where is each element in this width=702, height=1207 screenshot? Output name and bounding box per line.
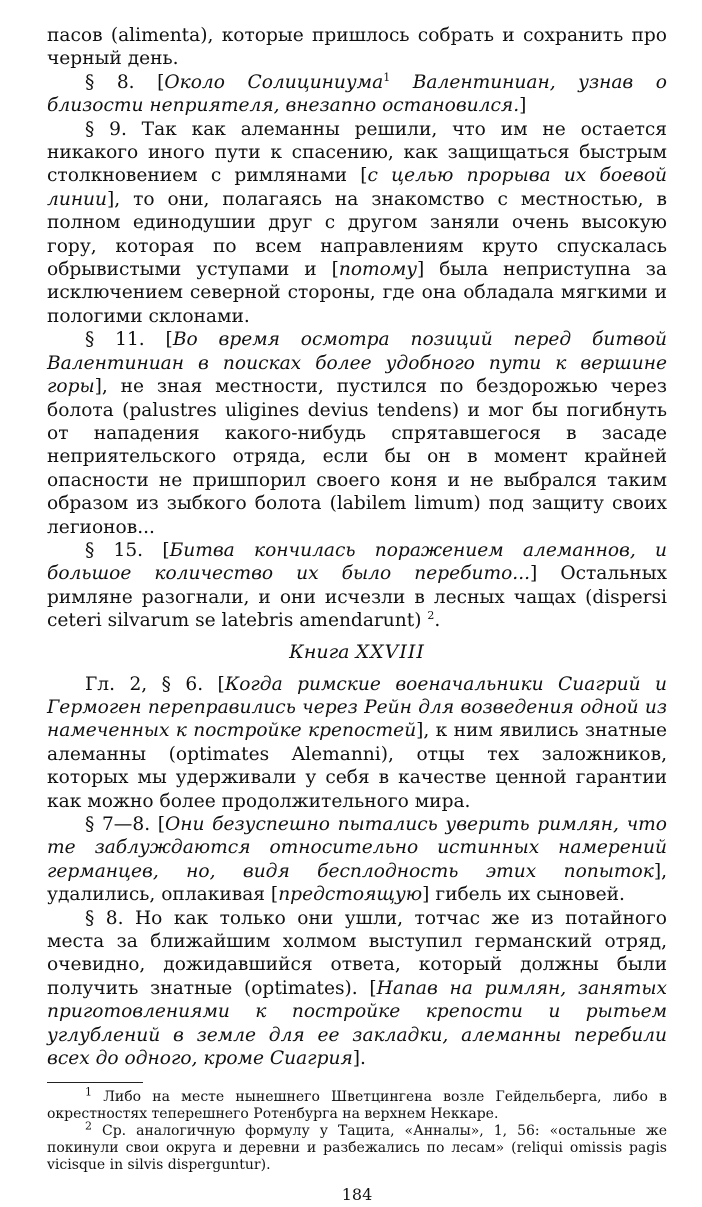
paragraph-3-b: ], то они, полагаясь на знакомство с местностью, в полном единодушии друг с другом заняли очень высокую гору, которая по всем направлениям круто спускалась обрывистыми уступами и [ (47, 188, 667, 281)
paragraph-5-italic: Битва кончилась поражением алеманнов, и большое количество их было перебито... (47, 539, 667, 585)
paragraph-6 (47, 673, 667, 813)
book-title (47, 640, 667, 664)
footnote-2 (47, 1119, 667, 1174)
paragraph-2-italic-b: Валентиниан, узнав о близости неприятеля, внезапно остановился. (47, 71, 667, 117)
paragraph-3-italic-1: с целью прорыва их боевой линии (47, 165, 668, 210)
page-body (47, 24, 667, 1207)
paragraph-3-italic-2: потому (338, 259, 418, 281)
paragraph-2-num: § 8. [ (85, 71, 165, 93)
paragraph-7 (47, 813, 667, 907)
paragraph-8-end: ]. (352, 1048, 366, 1070)
paragraph-3-c: ] была неприступна за исключением северной стороны, где она обладала мягкими и пологими склонами. (47, 259, 667, 327)
paragraph-5-a: § 15. [ (85, 539, 170, 561)
footnote-1-text: Либо на месте нынешнего Шветцингена возле Гейдельберга, либо в окрестностях теперешнего Ротенбурга на верхнем Неккаре. (47, 1089, 667, 1123)
paragraph-7-c: ] гибель их сыновей. (422, 884, 625, 906)
paragraph-7-italic-2: предстоящую (278, 884, 423, 906)
paragraph-8 (47, 907, 667, 1071)
book-title-word: Книга (289, 640, 350, 663)
paragraph-4 (47, 328, 667, 539)
paragraph-3 (47, 118, 667, 329)
page-number: 184 (341, 1185, 373, 1205)
book-title-number: XXVIII (355, 640, 425, 663)
paragraph-4-b: ], не зная местности, пустился по бездорожью через болота (palustres uligines devius tendens) и мог бы погибнуть от нападения какого-нибудь спрятавшегося в засаде неприятельского отряда, если бы он в момент крайней опасности не пришпорил своего коня и не выбрался таким образом из зыбкого болота (labilem limum) под защиту своих легионов... (47, 376, 667, 538)
footnote-1 (47, 1085, 667, 1123)
paragraph-7-b: ], удалились, оплакивая [ (47, 860, 667, 906)
paragraph-6-italic: Когда римские военачальники Сиагрий и Гермоген переправились через Рейн для возведения одной из намеченных к постройке крепостей (47, 673, 667, 742)
paragraph-2-end: ] (519, 95, 527, 117)
paragraph-6-b: ], к ним явились знатные алеманны (optimates Alemanni), отцы тех заложников, которых мы удерживали у себя в качестве ценной гарантии как можно более продолжительного мира. (47, 720, 667, 812)
paragraph-8-a: § 8. Но как только они ушли, тотчас же из потайного места за ближайшим холмом выступил германский отряд, очевидно, дожидавшийся ответа, который должны были получить знатные (optimates). [ (47, 907, 667, 999)
paragraph-6-a: Гл. 2, § 6. [ (85, 673, 225, 695)
paragraph-2 (47, 71, 667, 118)
footnote-divider (47, 1082, 143, 1083)
footnote-2-text: Ср. аналогичную формулу у Тацита, «Анналы», 1, 56: «остальные же покинули свои округа и деревни и разбежались по лесам» (reliqui omissis pagis vicisque in silvis disperguntur). (47, 1123, 667, 1174)
paragraph-7-a: § 7—8. [ (85, 814, 166, 835)
paragraph-5-b: ] Остальных римляне разогнали, и они исчезли в лесных чащах (dispersi ceteri silvarum se latebris amendarunt) (47, 563, 667, 632)
paragraph-5-end: . (434, 610, 441, 632)
footnote-2-marker: 2 (85, 1119, 92, 1133)
footnote-ref-2[interactable]: 2 (427, 608, 435, 622)
paragraph-7-italic-1: Они безуспешно пытались уверить римлян, что те заблуждаются относительно истинных намерений германцев, но, видя бесплодность этих попыток (47, 814, 667, 882)
paragraph-8-italic: Напав на римлян, занятых приготовлениями к постройке крепости и рытьем углублений в земле для ее закладки, алеманны перебили всех до одного, кроме Сиагрия (47, 977, 667, 1070)
paragraph-4-italic: Во время осмотра позиций перед битвой Валентиниан в поисках более удобного пути к вершине горы (47, 329, 667, 398)
paragraph-4-a: § 11. [ (85, 329, 173, 351)
paragraph-1 (47, 24, 667, 71)
footnote-ref-1[interactable]: 1 (383, 70, 391, 84)
paragraph-2-italic-a: Около Солициниума (164, 71, 384, 93)
paragraph-1-text: пасов (alimenta), которые пришлось собрать и сохранить про черный день. (47, 25, 667, 70)
footnote-1-marker: 1 (85, 1085, 92, 1099)
paragraph-5 (47, 539, 667, 633)
paragraph-3-a: § 9. Так как алеманны решили, что им не остается никакого иного пути к спасению, как защищаться быстрым столкновением с римлянами [ (47, 118, 667, 187)
